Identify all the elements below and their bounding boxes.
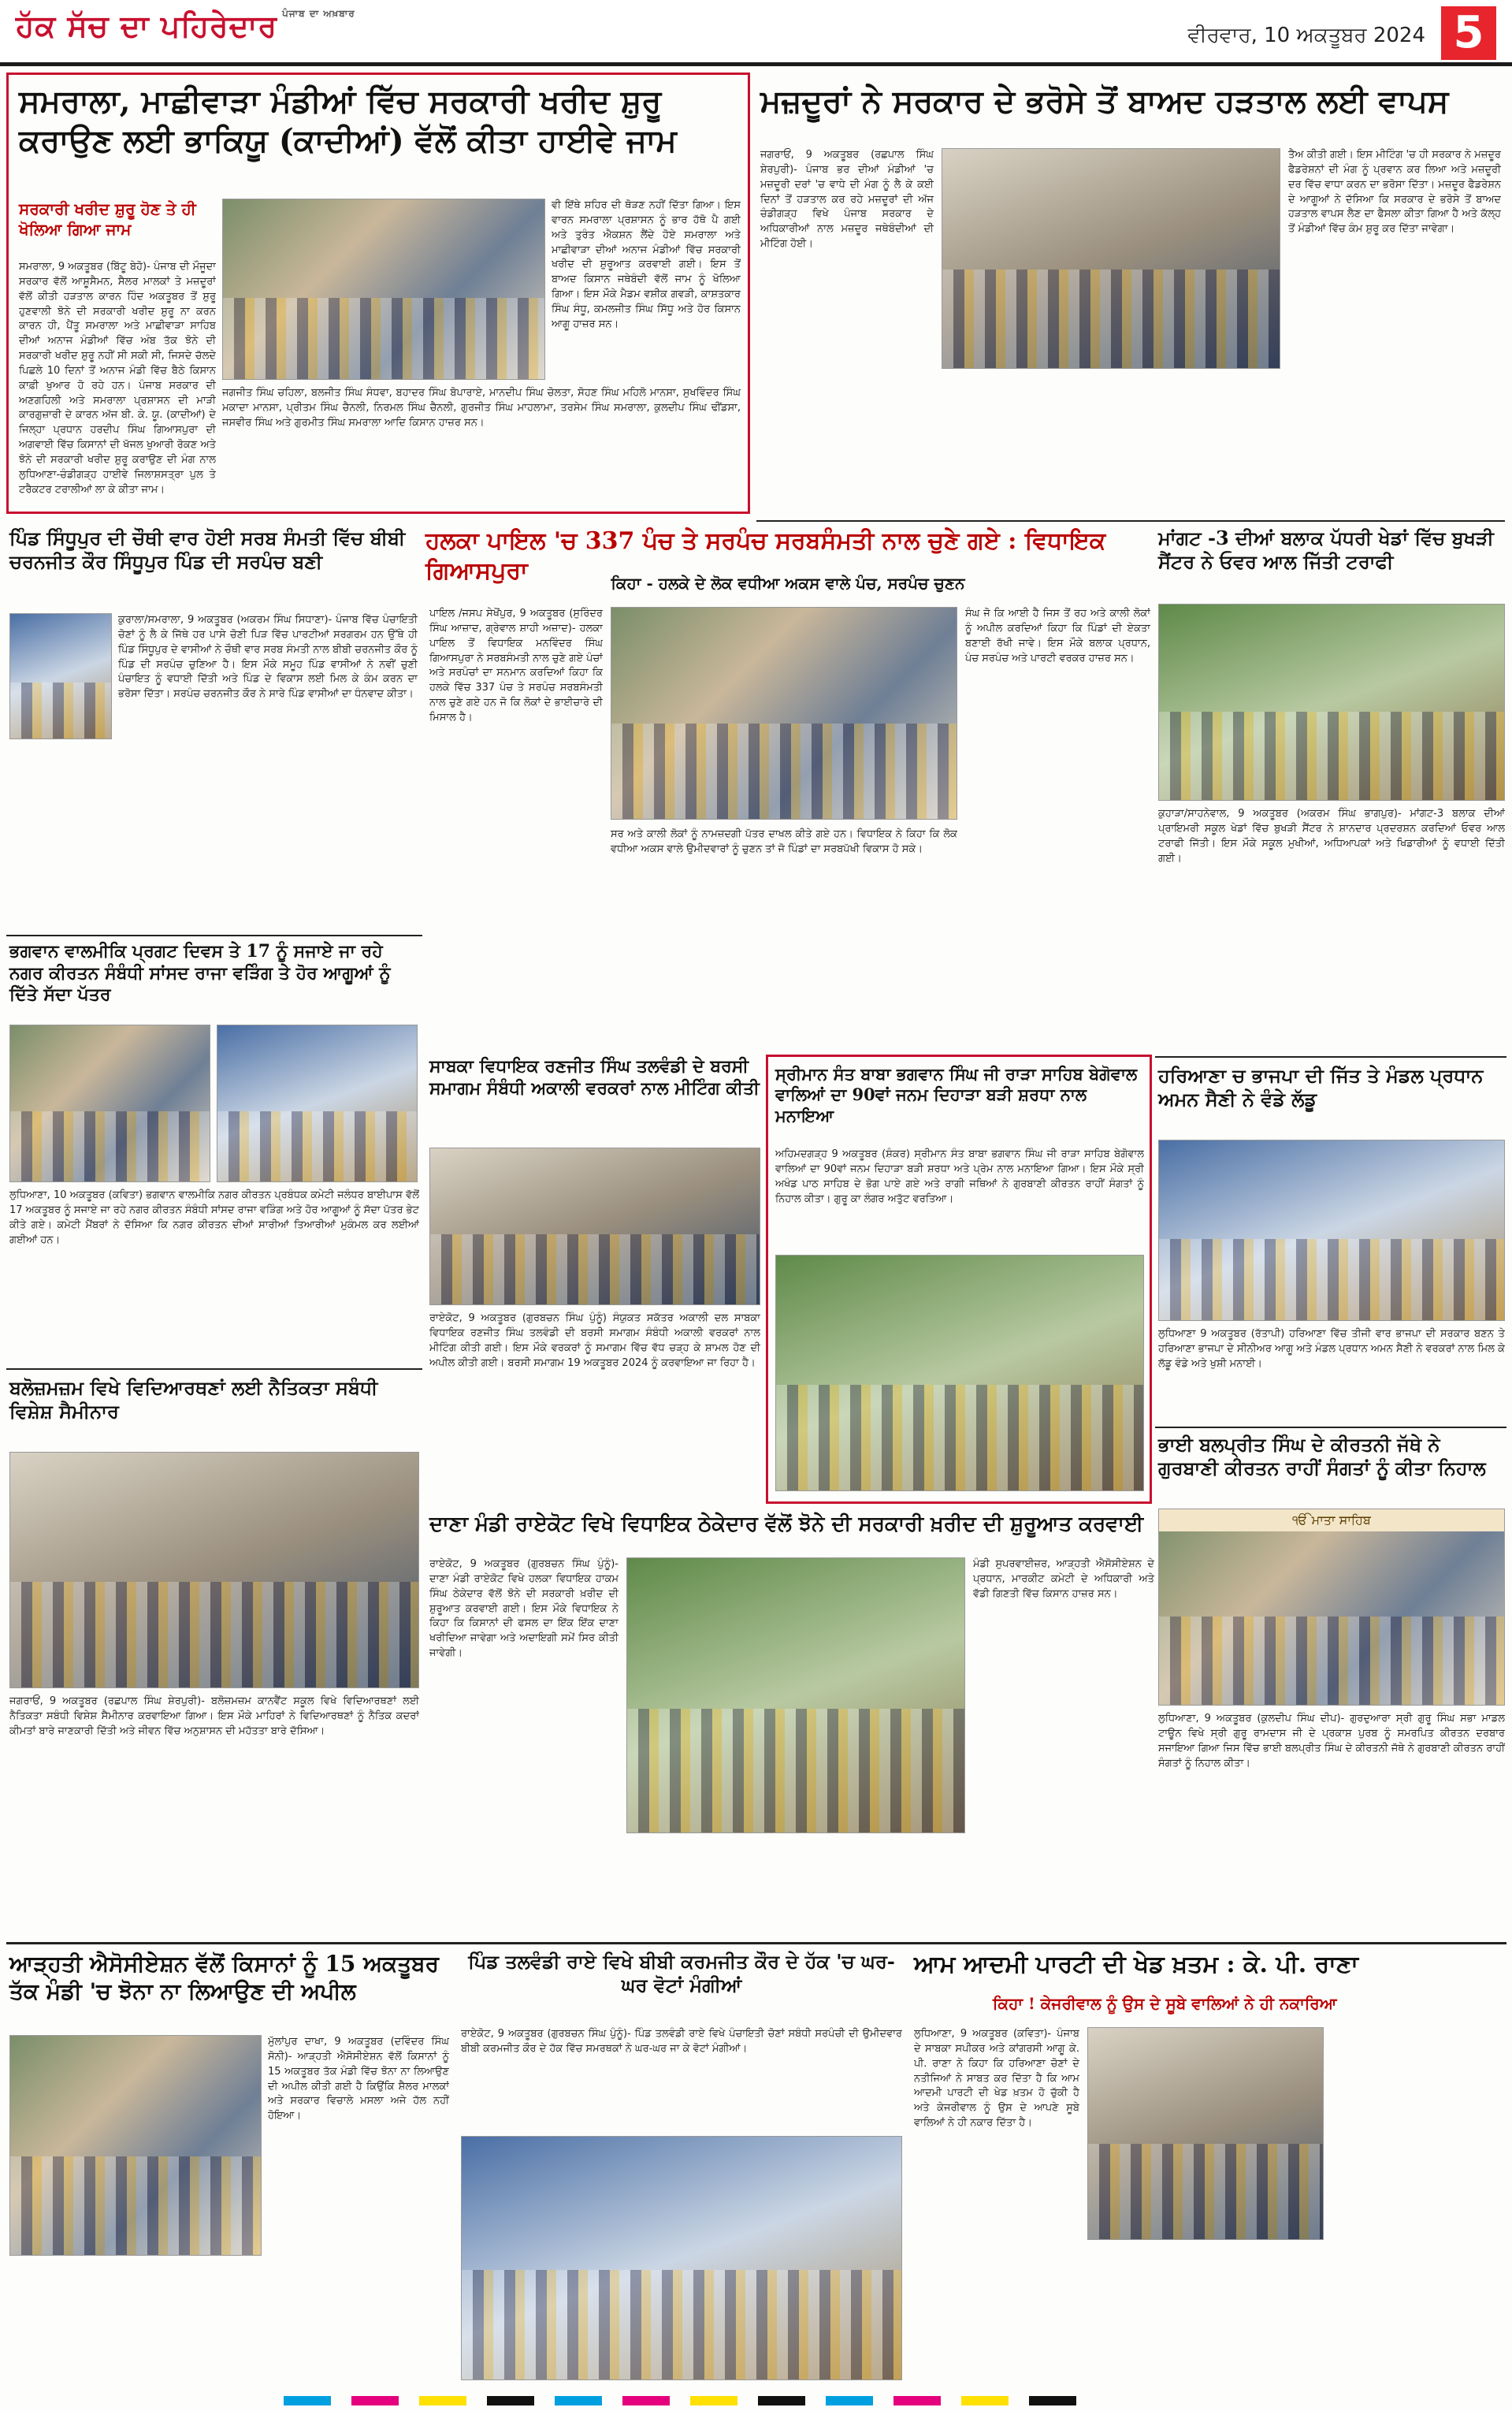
story-headline-payal: ਹਲਕਾ ਪਾਇਲ 'ਚ 337 ਪੰਚ ਤੇ ਸਰਪੰਚ ਸਰਬਸੰਮਤੀ ਨਾਲ ਚੁਣੇ ਗਏ : ਵਿਧਾਇਕ ਗਿਆਸਪੁਰਾ (425, 527, 1106, 585)
story-headline-kirtan: ਭਾਈ ਬਲਪ੍ਰੀਤ ਸਿੰਘ ਦੇ ਕੀਰਤਨੀ ਜੱਥੇ ਨੇ ਗੁਰਬਾਣੀ ਕੀਰਤਨ ਰਾਹੀਂ ਸੰਗਤਾਂ ਨੂੰ ਕੀਤਾ ਨਿਹਾਲ (1158, 1433, 1486, 1479)
story-subhead-payal: ਕਿਹਾ - ਹਲਕੇ ਦੇ ਲੋਕ ਵਧੀਆ ਅਕਸ ਵਾਲੇ ਪੰਚ, ਸਰਪੰਚ ਚੁਣਨ (611, 574, 965, 593)
divider (6, 1942, 1506, 1944)
story-headline-strike: ਮਜ਼ਦੂਰਾਂ ਨੇ ਸਰਕਾਰ ਦੇ ਭਰੋਸੇ ਤੋਂ ਬਾਅਦ ਹੜਤਾਲ ਲਈ ਵਾਪਸ (760, 83, 1449, 120)
story-body-seminar: ਜਗਰਾਓਂ, 9 ਅਕਤੂਬਰ (ਰਛਪਾਲ ਸਿੰਘ ਸ਼ੇਰਪੁਰੀ)- ਬਲੋਜ਼ਮਜ਼ਮ ਕਾਨਵੈਂਟ ਸਕੂਲ ਵਿਖੇ ਵਿਦਿਆਰਥਣਾਂ ਲਈ ਨੈਤਿਕਤਾ ਸਬੰਧੀ ਵਿਸ਼ੇਸ਼ ਸੈਮੀਨਾਰ ਕਰਵਾਇਆ ਗਿਆ। ਇਸ ਮੌਕੇ ਮਾਹਿਰਾਂ ਨੇ ਵਿਦਿਆਰਥਣਾਂ ਨੂੰ ਨੈਤਿਕ ਕਦਰਾਂ ਕੀਮਤਾਂ ਬਾਰੇ ਜਾਣਕਾਰੀ ਦਿੱਤੀ ਅਤੇ ਜੀਵਨ ਵਿੱਚ ਅਨੁਸ਼ਾਸਨ ਦੀ ਮਹੱਤਤਾ ਬਾਰੇ ਦੱਸਿਆ। (9, 1695, 419, 1737)
story-body-samrala-b: ਵੀ ਇੱਥੇ ਸ਼ਹਿਰ ਦੀ ਥੋੜਣ ਨਹੀਂ ਦਿੱਤਾ ਗਿਆ। ਇਸ ਵਾਰਨ ਸਮਰਾਲਾ ਪ੍ਰਸ਼ਾਸਨ ਨੂੰ ਭਾਰ ਹੱਥੋ ਪੈ ਗਈ ਅਤੇ ਤੁਰੰਤ ਐਕਸ਼ਨ ਲੈਂਦੇ ਹੋਏ ਸਮਰਾਲਾ ਅਤੇ ਮਾਛੀਵਾੜਾ ਦੀਆਂ ਅਨਾਜ ਮੰਡੀਆਂ ਵਿੱਚ ਸਰਕਾਰੀ ਖਰੀਦ ਦੀ ਸ਼ੁਰੂਆਤ ਕਰਵਾਈ ਗਈ। ਇਸ ਤੋਂ ਬਾਅਦ ਕਿਸਾਨ ਜਥੇਬੰਦੀ ਵੱਲੋਂ ਜਾਮ ਨੂੰ ਖੋਲਿਆ ਗਿਆ। ਇਸ ਮੌਕੇ ਮੈਡਮ ਵਸ਼ੀਕ ਗਵੜੀ, ਕਾਸ਼ਤਕਾਰ ਸਿੰਘ ਸੰਧੂ, ਕਮਲਜੀਤ ਸਿੰਘ ਸਿੱਧੂ ਅਤੇ ਹੋਰ ਕਿਸਾਨ ਆਗੂ ਹਾਜ਼ਰ ਸਨ। (552, 199, 741, 330)
divider (1155, 1427, 1506, 1428)
divider (756, 520, 1505, 522)
masthead-tagline: ਪੰਜਾਬ ਦਾ ਅਖ਼ਬਾਰ (282, 8, 355, 19)
story-body-talwandi: ਰਾਏਕੋਟ, 9 ਅਕਤੂਬਰ (ਗੁਰਬਚਨ ਸਿੰਘ ਪੁੰਨੂੰ)- ਪਿੰਡ ਤਲਵੰਡੀ ਰਾਏ ਵਿਖੇ ਪੰਚਾਇਤੀ ਚੋਣਾਂ ਸਬੰਧੀ ਸਰਪੰਚੀ ਦੀ ਉਮੀਦਵਾਰ ਬੀਬੀ ਕਰਮਜੀਤ ਕੌਰ ਦੇ ਹੱਕ ਵਿੱਚ ਸਮਰਥਕਾਂ ਨੇ ਘਰ-ਘਰ ਜਾ ਕੇ ਵੋਟਾਂ ਮੰਗੀਆਂ। (461, 2028, 902, 2055)
issue-date: ਵੀਰਵਾਰ, 10 ਅਕਤੂਬਰ 2024 (1187, 24, 1425, 47)
story-headline-kp-rana: ਆਮ ਆਦਮੀ ਪਾਰਟੀ ਦੀ ਖੇਡ ਖ਼ਤਮ : ਕੇ. ਪੀ. ਰਾਣਾ (914, 1951, 1358, 1978)
story-headline-barsi: ਸਾਬਕਾ ਵਿਧਾਇਕ ਰਣਜੀਤ ਸਿੰਘ ਤਲਵੰਡੀ ਦੇ ਬਰਸੀ ਸਮਾਗਮ ਸੰਬੰਧੀ ਅਕਾਲੀ ਵਰਕਰਾਂ ਨਾਲ ਮੀਟਿੰਗ ਕੀਤੀ (429, 1056, 760, 1099)
photo-ladoo-celebration (1158, 1140, 1505, 1321)
story-body-samrala-c: ਜਗਜੀਤ ਸਿੰਘ ਚਹਿਲਾ, ਬਲਜੀਤ ਸਿੰਘ ਸੰਧਵਾ, ਬਹਾਦਰ ਸਿੰਘ ਬੋਪਾਰਾਏ, ਮਾਨਦੀਪ ਸਿੰਘ ਚੋਲਤਾ, ਸੋਹਣ ਸਿੰਘ ਮਹਿਲੋ ਮਾਨਸਾ, ਸੁਖਵਿੰਦਰ ਸਿੰਘ ਮਕਾਦਾ ਮਾਨਸਾ, ਪ੍ਰੀਤਮ ਸਿੰਘ ਚੈਨਲੀ, ਨਿਰਮਲ ਸਿੰਘ ਚੈਨਲੀ, ਗੁਰਜੀਤ ਸਿੰਘ ਮਾਹਲਾਮਾ, ਤਰਸੇਮ ਸਿੰਘ ਸਮਰਾਲਾ, ਕੁਲਦੀਪ ਸਿੰਘ ਢੀਂਡਸਾ, ਜਸਵੀਰ ਸਿੰਘ ਅਤੇ ਗੁਰਮੀਤ ਸਿੰਘ ਸਮਰਾਲਾ ਆਦਿ ਕਿਸਾਨ ਹਾਜ਼ਰ ਸਨ। (222, 387, 741, 429)
story-body-payal-c: ਸੰਘ ਜੋ ਕਿ ਆਈ ਹੈ ਜਿਸ ਤੋਂ ਰਹ ਅਤੇ ਕਾਲੀ ਲੋਕਾਂ ਨੂੰ ਅਪੀਲ ਕਰਦਿਆਂ ਕਿਹਾ ਕਿ ਪਿੰਡਾਂ ਦੀ ਏਕਤਾ ਬਣਾਈ ਰੱਖੀ ਜਾਵੇ। ਇਸ ਮੌਕੇ ਬਲਾਕ ਪ੍ਰਧਾਨ, ਪੰਚ ਸਰਪੰਚ ਅਤੇ ਪਾਰਟੀ ਵਰਕਰ ਹਾਜ਼ਰ ਸਨ। (965, 608, 1150, 664)
story-body-raikot-b: ਮੰਡੀ ਸੁਪਰਵਾਈਜ਼ਰ, ਆੜ੍ਹਤੀ ਐਸੋਸੀਏਸ਼ਨ ਦੇ ਪ੍ਰਧਾਨ, ਮਾਰਕੀਟ ਕਮੇਟੀ ਦੇ ਅਧਿਕਾਰੀ ਅਤੇ ਵੱਡੀ ਗਿਣਤੀ ਵਿੱਚ ਕਿਸਾਨ ਹਾਜ਼ਰ ਸਨ। (973, 1558, 1154, 1600)
masthead: ਹੱਕ ਸੱਚ ਦਾ ਪਹਿਰੇਦਾਰ $^{ਪੰਜਾਬ ਦਾ ਅਖ਼ਬਾਰ}$ (16, 8, 355, 43)
photo-seminar (9, 1452, 419, 1688)
story-body-kp-rana: ਲੁਧਿਆਣਾ, 9 ਅਕਤੂਬਰ (ਕਵਿਤਾ)- ਪੰਜਾਬ ਦੇ ਸਾਬਕਾ ਸਪੀਕਰ ਅਤੇ ਕਾਂਗਰਸੀ ਆਗੂ ਕੇ. ਪੀ. ਰਾਣਾ ਨੇ ਕਿਹਾ ਕਿ ਹਰਿਆਣਾ ਚੋਣਾਂ ਦੇ ਨਤੀਜਿਆਂ ਨੇ ਸਾਬਤ ਕਰ ਦਿੱਤਾ ਹੈ ਕਿ ਆਮ ਆਦਮੀ ਪਾਰਟੀ ਦੀ ਖੇਡ ਖ਼ਤਮ ਹੋ ਚੁੱਕੀ ਹੈ ਅਤੇ ਕੇਜਰੀਵਾਲ ਨੂੰ ਉਸ ਦੇ ਆਪਣੇ ਸੂਬੇ ਵਾਲਿਆਂ ਨੇ ਹੀ ਨਕਾਰ ਦਿੱਤਾ ਹੈ। (914, 2028, 1079, 2130)
story-body-strike-b: ਤੈਅ ਕੀਤੀ ਗਈ। ਇਸ ਮੀਟਿੰਗ 'ਚ ਹੀ ਸਰਕਾਰ ਨੇ ਮਜ਼ਦੂਰ ਫੈਡਰੇਸ਼ਨਾਂ ਦੀ ਮੰਗ ਨੂੰ ਪ੍ਰਵਾਨ ਕਰ ਲਿਆ ਅਤੇ ਮਜ਼ਦੂਰੀ ਦਰ ਵਿੱਚ ਵਾਧਾ ਕਰਨ ਦਾ ਭਰੋਸਾ ਦਿੱਤਾ। ਮਜ਼ਦੂਰ ਫੈਡਰੇਸ਼ਨ ਦੇ ਆਗੂਆਂ ਨੇ ਦੱਸਿਆ ਕਿ ਸਰਕਾਰ ਦੇ ਭਰੋਸੇ ਤੋਂ ਬਾਅਦ ਹੜਤਾਲ ਵਾਪਸ ਲੈਣ ਦਾ ਫੈਸਲਾ ਕੀਤਾ ਗਿਆ ਹੈ ਅਤੇ ਕੱਲ੍ਹ ਤੋਂ ਮੰਡੀਆਂ ਵਿੱਚ ਕੰਮ ਸ਼ੁਰੂ ਕਰ ਦਿੱਤਾ ਜਾਵੇਗਾ। (1288, 149, 1501, 236)
photo-sant-baba-samagam (775, 1255, 1144, 1491)
photo-labour-meeting (942, 148, 1280, 369)
story-body-payal-a: ਪਾਇਲ /ਜਸਪ ਸੇਖੋਂਪੁਰ, 9 ਅਕਤੂਬਰ (ਸੁਰਿੰਦਰ ਸਿੰਘ ਆਜ਼ਾਦ, ਗ੍ਰੇਵਾਲ ਸ਼ਾਹੀ ਅਜ਼ਾਦ)- ਹਲਕਾ ਪਾਇਲ ਤੋਂ ਵਿਧਾਇਕ ਮਨਵਿੰਦਰ ਸਿੰਘ ਗਿਆਸਪੁਰਾ ਨੇ ਸਰਬਸੰਮਤੀ ਨਾਲ ਚੁਣੇ ਗਏ ਪੰਚਾਂ ਅਤੇ ਸਰਪੰਚਾਂ ਦਾ ਸਨਮਾਨ ਕਰਦਿਆਂ ਕਿਹਾ ਕਿ ਹਲਕੇ ਵਿੱਚ 337 ਪੰਚ ਤੇ ਸਰਪੰਚ ਸਰਬਸੰਮਤੀ ਨਾਲ ਚੁਣੇ ਗਏ ਹਨ ਜੋ ਕਿ ਲੋਕਾਂ ਦੇ ਭਾਈਚਾਰੇ ਦੀ ਮਿਸਾਲ ਹੈ। (429, 608, 603, 724)
photo-mandi-procurement (626, 1557, 965, 1833)
divider (6, 1368, 422, 1370)
page-number-badge: 5 (1441, 6, 1496, 60)
story-headline-raikot: ਦਾਣਾ ਮੰਡੀ ਰਾਏਕੋਟ ਵਿਖੇ ਵਿਧਾਇਕ ਠੇਕੇਦਾਰ ਵੱਲੋਂ ਝੋਨੇ ਦੀ ਸਰਕਾਰੀ ਖ਼ਰੀਦ ਦੀ ਸ਼ੁਰੂਆਤ ਕਰਵਾਈ (429, 1512, 1144, 1536)
story-headline-samrala: ਸਮਰਾਲਾ, ਮਾਛੀਵਾੜਾ ਮੰਡੀਆਂ ਵਿੱਚ ਸਰਕਾਰੀ ਖਰੀਦ ਸ਼ੁਰੂ ਕਰਾਉਣ ਲਈ ਭਾਕਿਯੂ (ਕਾਦੀਆਂ) ਵੱਲੋਂ ਕੀਤਾ ਹਾਈਵੇ ਜਾਮ (19, 83, 677, 159)
photo-invitation-1 (9, 1025, 210, 1182)
story-subhead-kp-rana: ਕਿਹਾ ! ਕੇਜਰੀਵਾਲ ਨੂੰ ਉਸ ਦੇ ਸੂਬੇ ਵਾਲਿਆਂ ਨੇ ਹੀ ਨਕਾਰਿਆ (993, 1994, 1337, 2013)
photo-sarpanch-portrait (9, 613, 112, 739)
story-headline-sindhupur: ਪਿੰਡ ਸਿੰਧੂਪੁਰ ਦੀ ਚੌਥੀ ਵਾਰ ਹੋਈ ਸਰਬ ਸੰਮਤੀ ਵਿੱਚ ਬੀਬੀ ਚਰਨਜੀਤ ਕੌਰ ਸਿੰਧੂਪੁਰ ਪਿੰਡ ਦੀ ਸਰਪੰਚ ਬਣੀ (9, 526, 406, 573)
photo-door-to-door (461, 2136, 902, 2380)
story-headline-haryana: ਹਰਿਆਣਾ ਚ ਭਾਜਪਾ ਦੀ ਜਿੱਤ ਤੇ ਮੰਡਲ ਪ੍ਰਧਾਨ ਅਮਨ ਸੈਣੀ ਨੇ ਵੰਡੇ ਲੱਡੂ (1158, 1064, 1484, 1111)
story-body-kirtan: ਲੁਧਿਆਣਾ, 9 ਅਕਤੂਬਰ (ਕੁਲਦੀਪ ਸਿੰਘ ਦੀਪ)- ਗੁਰਦੁਆਰਾ ਸ੍ਰੀ ਗੁਰੂ ਸਿੰਘ ਸਭਾ ਮਾਡਲ ਟਾਊਨ ਵਿਖੇ ਸ੍ਰੀ ਗੁਰੂ ਰਾਮਦਾਸ ਜੀ ਦੇ ਪ੍ਰਕਾਸ਼ ਪੁਰਬ ਨੂੰ ਸਮਰਪਿਤ ਕੀਰਤਨ ਦਰਬਾਰ ਸਜਾਇਆ ਗਿਆ ਜਿਸ ਵਿੱਚ ਭਾਈ ਬਲਪ੍ਰੀਤ ਸਿੰਘ ਦੇ ਕੀਰਤਨੀ ਜੱਥੇ ਨੇ ਗੁਰਬਾਣੀ ਕੀਰਤਨ ਰਾਹੀਂ ਸੰਗਤਾਂ ਨੂੰ ਨਿਹਾਲ ਕੀਤਾ। (1158, 1713, 1505, 1769)
story-body-payal-b: ਸਰ ਅਤੇ ਕਾਲੀ ਲੋਕਾਂ ਨੂੰ ਨਾਮਜ਼ਦਗੀ ਪੱਤਰ ਦਾਖਲ ਕੀਤੇ ਗਏ ਹਨ। ਵਿਧਾਇਕ ਨੇ ਕਿਹਾ ਕਿ ਲੋਕ ਵਧੀਆ ਅਕਸ ਵਾਲੇ ਉਮੀਦਵਾਰਾਂ ਨੂੰ ਚੁਣਨ ਤਾਂ ਜੋ ਪਿੰਡਾਂ ਦਾ ਸਰਬਪੱਖੀ ਵਿਕਾਸ ਹੋ ਸਕੇ। (611, 828, 957, 855)
story-body-barsi: ਰਾਏਕੋਟ, 9 ਅਕਤੂਬਰ (ਗੁਰਬਚਨ ਸਿੰਘ ਪੁੰਨੂੰ) ਸੰਯੁਕਤ ਸਕੱਤਰ ਅਕਾਲੀ ਦਲ ਸਾਬਕਾ ਵਿਧਾਇਕ ਰਣਜੀਤ ਸਿੰਘ ਤਲਵੰਡੀ ਦੀ ਬਰਸੀ ਸਮਾਗਮ ਸੰਬੰਧੀ ਅਕਾਲੀ ਵਰਕਰਾਂ ਨਾਲ ਮੀਟਿੰਗ ਕੀਤੀ ਗਈ। ਇਸ ਮੌਕੇ ਵਰਕਰਾਂ ਨੂੰ ਸਮਾਗਮ ਵਿੱਚ ਵੱਧ ਚੜ੍ਹ ਕੇ ਸ਼ਾਮਲ ਹੋਣ ਦੀ ਅਪੀਲ ਕੀਤੀ ਗਈ। ਬਰਸੀ ਸਮਾਗਮ 19 ਅਕਤੂਬਰ 2024 ਨੂੰ ਕਰਵਾਇਆ ਜਾ ਰਿਹਾ ਹੈ। (429, 1312, 760, 1369)
story-body-sports: ਕੁਹਾੜਾ/ਸਾਹਨੇਵਾਲ, 9 ਅਕਤੂਬਰ (ਅਕਰਮ ਸਿੰਘ ਭਾਗਪੁਰ)- ਮਾਂਗਟ-3 ਬਲਾਕ ਦੀਆਂ ਪ੍ਰਾਇਮਰੀ ਸਕੂਲ ਖੇਡਾਂ ਵਿੱਚ ਬੁਖੜੀ ਸੈਂਟਰ ਨੇ ਸ਼ਾਨਦਾਰ ਪ੍ਰਦਰਸ਼ਨ ਕਰਦਿਆਂ ਓਵਰ ਆਲ ਟਰਾਫੀ ਜਿੱਤੀ। ਇਸ ਮੌਕੇ ਸਕੂਲ ਮੁਖੀਆਂ, ਅਧਿਆਪਕਾਂ ਅਤੇ ਖਿਡਾਰੀਆਂ ਨੂੰ ਵਧਾਈ ਦਿੱਤੀ ਗਈ। (1158, 808, 1505, 865)
story-subhead-samrala: ਸਰਕਾਰੀ ਖਰੀਦ ਸ਼ੁਰੂ ਹੋਣ ਤੇ ਹੀ ਖੋਲਿਆ ਗਿਆ ਜਾਮ (19, 199, 196, 239)
story-headline-sant-baba: ਸ੍ਰੀਮਾਨ ਸੰਤ ਬਾਬਾ ਭਗਵਾਨ ਸਿੰਘ ਜੀ ਰਾੜਾ ਸਾਹਿਬ ਬੇਗੋਵਾਲ ਵਾਲਿਆਂ ਦਾ 90ਵਾਂ ਜਨਮ ਦਿਹਾੜਾ ਬੜੀ ਸ਼ਰਧਾ ਨਾਲ ਮਨਾਇਆ (775, 1064, 1138, 1126)
photo-banner-text: ੴ ਮਾਤਾ ਸਾਹਿਬ (1159, 1509, 1504, 1531)
story-body-arhtiya: ਮੁੱਲਾਂਪੁਰ ਦਾਖਾ, 9 ਅਕਤੂਬਰ (ਦਵਿੰਦਰ ਸਿੰਘ ਸੋਨੀ)- ਆੜ੍ਹਤੀ ਐਸੋਸੀਏਸ਼ਨ ਵੱਲੋਂ ਕਿਸਾਨਾਂ ਨੂੰ 15 ਅਕਤੂਬਰ ਤੱਕ ਮੰਡੀ ਵਿੱਚ ਝੋਨਾ ਨਾ ਲਿਆਉਣ ਦੀ ਅਪੀਲ ਕੀਤੀ ਗਈ ਹੈ ਕਿਉਂਕਿ ਸ਼ੈਲਰ ਮਾਲਕਾਂ ਅਤੇ ਸਰਕਾਰ ਵਿਚਾਲੇ ਮਸਲਾ ਅਜੇ ਹੱਲ ਨਹੀਂ ਹੋਇਆ। (268, 2036, 449, 2123)
divider (6, 935, 422, 936)
divider (1155, 1056, 1506, 1058)
print-color-bar (284, 2396, 1229, 2405)
story-body-strike-a: ਜਗਰਾਓਂ, 9 ਅਕਤੂਬਰ (ਰਛਪਾਲ ਸਿੰਘ ਸ਼ੇਰਪੁਰੀ)- ਪੰਜਾਬ ਭਰ ਦੀਆਂ ਮੰਡੀਆਂ 'ਚ ਮਜ਼ਦੂਰੀ ਦਰਾਂ 'ਚ ਵਾਧੇ ਦੀ ਮੰਗ ਨੂੰ ਲੈ ਕੇ ਕਈ ਦਿਨਾਂ ਤੋਂ ਹੜਤਾਲ ਕਰ ਰਹੇ ਮਜ਼ਦੂਰਾਂ ਦੀ ਅੱਜ ਚੰਡੀਗੜ੍ਹ ਵਿਖੇ ਪੰਜਾਬ ਸਰਕਾਰ ਦੇ ਅਧਿਕਾਰੀਆਂ ਨਾਲ ਮਜ਼ਦੂਰ ਜਥੇਬੰਦੀਆਂ ਦੀ ਮੀਟਿੰਗ ਹੋਈ। (760, 149, 934, 251)
story-headline-arhtiya: ਆੜ੍ਹਤੀ ਐਸੋਸੀਏਸ਼ਨ ਵੱਲੋਂ ਕਿਸਾਨਾਂ ਨੂੰ 15 ਅਕਤੂਬਰ ਤੱਕ ਮੰਡੀ 'ਚ ਝੋਨਾ ਨਾ ਲਿਆਉਣ ਦੀ ਅਪੀਲ (9, 1951, 440, 2004)
photo-sports-trophy (1158, 604, 1505, 801)
story-headline-sports: ਮਾਂਗਟ -3 ਦੀਆਂ ਬਲਾਕ ਪੱਧਰੀ ਖੇਡਾਂ ਵਿੱਚ ਬੁਖੜੀ ਸੈਂਟਰ ਨੇ ਓਵਰ ਆਲ ਜਿੱਤੀ ਟਰਾਫੀ (1158, 526, 1494, 573)
photo-kp-rana (1087, 2027, 1324, 2240)
photo-arhtiya-association (9, 2035, 262, 2256)
story-headline-valmiki: ਭਗਵਾਨ ਵਾਲਮੀਕਿ ਪ੍ਰਗਟ ਦਿਵਸ ਤੇ 17 ਨੂੰ ਸਜਾਏ ਜਾ ਰਹੇ ਨਗਰ ਕੀਰਤਨ ਸੰਬੰਧੀ ਸਾਂਸਦ ਰਾਜਾ ਵੜਿੰਗ ਤੇ ਹੋਰ ਆਗੂਆਂ ਨੂੰ ਦਿੱਤੇ ਸੱਦਾ ਪੱਤਰ (9, 941, 391, 1005)
photo-highway-jam (222, 199, 545, 380)
story-body-sindhupur: ਕੁਰਾਲਾ/ਸਮਰਾਲਾ, 9 ਅਕਤੂਬਰ (ਅਕਰਮ ਸਿੰਘ ਸਿਧਾਣਾ)- ਪੰਜਾਬ ਵਿੱਚ ਪੰਚਾਇਤੀ ਚੋਣਾਂ ਨੂੰ ਲੈ ਕੇ ਜਿੱਥੇ ਹਰ ਪਾਸੇ ਚੋਣੀ ਪਿੜ ਵਿੱਚ ਪਾਰਟੀਆਂ ਸਰਗਰਮ ਹਨ ਉੱਥੇ ਹੀ ਪਿੰਡ ਸਿੰਧੂਪੁਰ ਦੇ ਵਾਸੀਆਂ ਨੇ ਚੌਥੀ ਵਾਰ ਸਰਬ ਸੰਮਤੀ ਨਾਲ ਬੀਬੀ ਚਰਨਜੀਤ ਕੌਰ ਨੂੰ ਪਿੰਡ ਦੀ ਸਰਪੰਚ ਚੁਣਿਆ ਹੈ। ਇਸ ਮੌਕੇ ਸਮੂਹ ਪਿੰਡ ਵਾਸੀਆਂ ਨੇ ਨਵੀਂ ਚੁਣੀ ਪੰਚਾਇਤ ਨੂੰ ਵਧਾਈ ਦਿੱਤੀ ਅਤੇ ਪਿੰਡ ਦੇ ਵਿਕਾਸ ਲਈ ਮਿਲ ਕੇ ਕੰਮ ਕਰਨ ਦਾ ਭਰੋਸਾ ਦਿੱਤਾ। ਸਰਪੰਚ ਚਰਨਜੀਤ ਕੌਰ ਨੇ ਸਾਰੇ ਪਿੰਡ ਵਾਸੀਆਂ ਦਾ ਧੰਨਵਾਦ ਕੀਤਾ। (118, 614, 418, 701)
photo-payal-felicitation (611, 607, 957, 820)
photo-kirtan-darbar (1158, 1509, 1505, 1706)
story-body-raikot: ਰਾਏਕੋਟ, 9 ਅਕਤੂਬਰ (ਗੁਰਬਚਨ ਸਿੰਘ ਪੁੰਨੂੰ)- ਦਾਣਾ ਮੰਡੀ ਰਾਏਕੋਟ ਵਿਖੇ ਹਲਕਾ ਵਿਧਾਇਕ ਹਾਕਮ ਸਿੰਘ ਠੇਕੇਦਾਰ ਵੱਲੋਂ ਝੋਨੇ ਦੀ ਸਰਕਾਰੀ ਖ਼ਰੀਦ ਦੀ ਸ਼ੁਰੂਆਤ ਕਰਵਾਈ ਗਈ। ਇਸ ਮੌਕੇ ਵਿਧਾਇਕ ਨੇ ਕਿਹਾ ਕਿ ਕਿਸਾਨਾਂ ਦੀ ਫਸਲ ਦਾ ਇੱਕ ਇੱਕ ਦਾਣਾ ਖਰੀਦਿਆ ਜਾਵੇਗਾ ਅਤੇ ਅਦਾਇਗੀ ਸਮੇਂ ਸਿਰ ਕੀਤੀ ਜਾਵੇਗੀ। (429, 1558, 619, 1660)
photo-invitation-2 (217, 1025, 418, 1182)
story-body-samrala-a: ਸਮਰਾਲਾ, 9 ਅਕਤੂਬਰ (ਬਿੱਟੂ ਬੇਹੋ)- ਪੰਜਾਬ ਦੀ ਮੌਜੂਦਾ ਸਰਕਾਰ ਵੱਲੋਂ ਆਸ਼ੂਸੈਮਨ, ਸੈਲਰ ਮਾਲਕਾਂ ਤੇ ਮਜ਼ਦੂਰਾਂ ਵੱਲੋਂ ਕੀਤੀ ਹੜਤਾਲ ਕਾਰਨ ਹਿੰਦ ਅਕਤੂਬਰ ਤੋਂ ਸ਼ੁਰੂ ਹੁਣਵਾਲੀ ਝੋਨੇ ਦੀ ਸਰਕਾਰੀ ਖਰੀਦ ਸ਼ੁਰੂ ਨਾ ਕਰਨ ਕਾਰਨ ਹੀ, ਪੈਂਤੂ ਸਮਰਾਲਾ ਅਤੇ ਮਾਛੀਵਾੜਾ ਸਾਹਿਬ ਦੀਆਂ ਅਨਾਜ ਮੰਡੀਆਂ ਵਿੱਚ ਅੰਬ ਤੱਕ ਝੋਨੇ ਦੀ ਸਰਕਾਰੀ ਖਰੀਦ ਸ਼ੁਰੂ ਨਹੀਂ ਸੀ ਸਕੀ ਸੀ, ਜਿਸਦੇ ਚੱਲਦੇ ਪਿਛਲੇ 10 ਦਿਨਾਂ ਤੋਂ ਅਨਾਜ ਮੰਡੀ ਵਿੱਚ ਬੈਠੇ ਕਿਸਾਨ ਕਾਫ਼ੀ ਖੁਆਰ ਹੋ ਰਹੇ ਹਨ। ਪੰਜਾਬ ਸਰਕਾਰ ਦੀ ਅਣਗਹਿਲੀ ਅਤੇ ਸਮਰਾਲਾ ਪ੍ਰਸ਼ਾਸਨ ਦੀ ਮਾੜੀ ਕਾਰਗੁਜ਼ਾਰੀ ਦੇ ਕਾਰਨ ਅੱਜ ਬੀ. ਕੇ. ਯੂ. (ਕਾਦੀਆਂ) ਦੇ ਜਿਲ੍ਹਾ ਪ੍ਰਧਾਨ ਹਰਦੀਪ ਸਿੰਘ ਗਿਆਸਪੁਰਾ ਦੀ ਅਗਵਾਈ ਵਿੱਚ ਕਿਸਾਨਾਂ ਦੀ ਖੱਜਲ ਖੁਆਰੀ ਰੋਕਣ ਅਤੇ ਝੋਨੇ ਦੀ ਸਰਕਾਰੀ ਖਰੀਦ ਸ਼ੁਰੂ ਕਰਾਉਣ ਦੀ ਮੰਗ ਨਾਲ ਲੁਧਿਆਣਾ-ਚੰਡੀਗੜ੍ਹ ਹਾਈਵੇ ਜਿਲਾਸ਼ਸਤ੍ਰਾ ਪੁਲ ਤੇ ਟਰੈਕਟਰ ਟਰਾਲੀਆਂ ਲਾ ਕੇ ਕੀਤਾ ਜਾਮ। (19, 261, 216, 496)
story-headline-seminar: ਬਲੋਜ਼ਮਜ਼ਮ ਵਿਖੇ ਵਿਦਿਆਰਥਣਾਂ ਲਈ ਨੈਤਿਕਤਾ ਸਬੰਧੀ ਵਿਸ਼ੇਸ਼ ਸੈਮੀਨਾਰ (9, 1376, 378, 1423)
story-body-sant-baba: ਅਹਿਮਦਗੜ੍ਹ 9 ਅਕਤੂਬਰ (ਸ਼ੰਕਰ) ਸ੍ਰੀਮਾਨ ਸੰਤ ਬਾਬਾ ਭਗਵਾਨ ਸਿੰਘ ਜੀ ਰਾੜਾ ਸਾਹਿਬ ਬੇਗੋਵਾਲ ਵਾਲਿਆਂ ਦਾ 90ਵਾਂ ਜਨਮ ਦਿਹਾੜਾ ਬੜੀ ਸ਼ਰਧਾ ਅਤੇ ਪ੍ਰੇਮ ਨਾਲ ਮਨਾਇਆ ਗਿਆ। ਇਸ ਮੌਕੇ ਸ੍ਰੀ ਅਖੰਡ ਪਾਠ ਸਾਹਿਬ ਦੇ ਭੋਗ ਪਾਏ ਗਏ ਅਤੇ ਰਾਗੀ ਜਥਿਆਂ ਨੇ ਗੁਰਬਾਣੀ ਕੀਰਤਨ ਰਾਹੀਂ ਸੰਗਤਾਂ ਨੂੰ ਨਿਹਾਲ ਕੀਤਾ। ਗੁਰੂ ਕਾ ਲੰਗਰ ਅਤੁੱਟ ਵਰਤਿਆ। (775, 1148, 1144, 1205)
story-headline-talwandi: ਪਿੰਡ ਤਲਵੰਡੀ ਰਾਏ ਵਿਖੇ ਬੀਬੀ ਕਰਮਜੀਤ ਕੌਰ ਦੇ ਹੱਕ 'ਚ ਘਰ-ਘਰ ਵੋਟਾਂ ਮੰਗੀਆਂ (468, 1950, 895, 1996)
photo-akali-meeting (429, 1148, 760, 1305)
story-body-valmiki: ਲੁਧਿਆਣਾ, 10 ਅਕਤੂਬਰ (ਕਵਿਤਾ) ਭਗਵਾਨ ਵਾਲਮੀਕਿ ਨਗਰ ਕੀਰਤਨ ਪ੍ਰਬੰਧਕ ਕਮੇਟੀ ਜਲੰਧਰ ਬਾਈਪਾਸ ਵੱਲੋਂ 17 ਅਕਤੂਬਰ ਨੂੰ ਸਜਾਏ ਜਾ ਰਹੇ ਨਗਰ ਕੀਰਤਨ ਸੰਬੰਧੀ ਸਾਂਸਦ ਰਾਜਾ ਵੜਿੰਗ ਅਤੇ ਹੋਰ ਆਗੂਆਂ ਨੂੰ ਸੱਦਾ ਪੱਤਰ ਭੇਟ ਕੀਤੇ ਗਏ। ਕਮੇਟੀ ਮੈਂਬਰਾਂ ਨੇ ਦੱਸਿਆ ਕਿ ਨਗਰ ਕੀਰਤਨ ਦੀਆਂ ਸਾਰੀਆਂ ਤਿਆਰੀਆਂ ਮੁਕੰਮਲ ਕਰ ਲਈਆਂ ਗਈਆਂ ਹਨ। (9, 1189, 419, 1246)
story-body-haryana: ਲੁਧਿਆਣਾ 9 ਅਕਤੂਬਰ (ਰੱਤਾਪੀ) ਹਰਿਆਣਾ ਵਿੱਚ ਤੀਜੀ ਵਾਰ ਭਾਜਪਾ ਦੀ ਸਰਕਾਰ ਬਣਨ ਤੇ ਹਰਿਆਣਾ ਭਾਜਪਾ ਦੇ ਸੀਨੀਅਰ ਆਗੂ ਅਤੇ ਮੰਡਲ ਪ੍ਰਧਾਨ ਅਮਨ ਸੈਣੀ ਨੇ ਵਰਕਰਾਂ ਨਾਲ ਮਿਲ ਕੇ ਲੱਡੂ ਵੰਡੇ ਅਤੇ ਖੁਸ਼ੀ ਮਨਾਈ। (1158, 1328, 1505, 1370)
